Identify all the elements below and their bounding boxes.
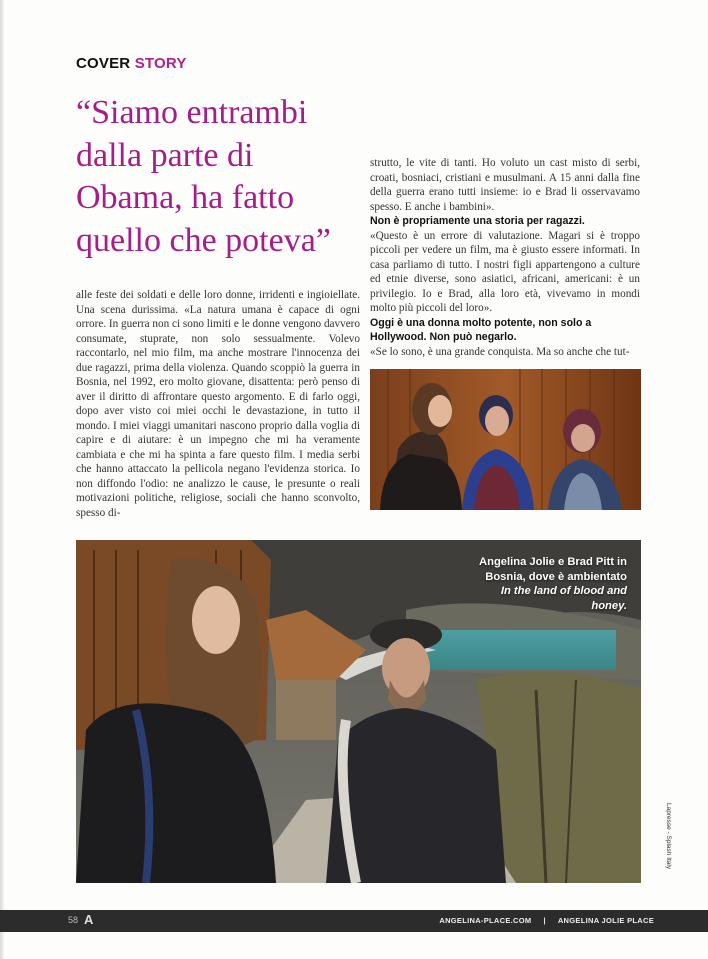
- section-label: [76, 55, 187, 72]
- page-number: 58: [68, 915, 79, 925]
- article-column-left: [76, 288, 360, 520]
- page-edge-shadow: [0, 0, 4, 959]
- photo-credit: Lapresse - Splash Italy: [665, 803, 672, 870]
- left-column-text: alle feste dei soldati e delle loro donne, irridenti e ingioiellate. Una scena durissima. «La natura umana è capace di ogni orrore. In guerra non ci sono limiti e le donne vengono davvero consumate, stuprate, non solo sessualmente. Volevo raccontarlo, nel mio film, ma anche mostrare l'innocenza dei due ragazzi, prima della violenza. Quando scoppiò la guerra in Bosnia, nel 1992, ero molto giovane, disattenta: però penso di aver il diritto di affrontare questo argomento. E di farlo oggi, dopo aver visto coi miei occhi le devastazione, in tutto il mondo. I miei viaggi umanitari nascono proprio dalla voglia di capire e di aiutare: è un impegno che mi ha veramente cambiata e che mi ha spinta a fare questo film. I media serbi che hanno attaccato la pellicola negano l'evidenza storica. Io non diffondo l'odio: ne analizzo le cause, le presunte o reali motivazioni politiche, religiose, sociali che hanno sconvolto, spesso di-: [76, 289, 360, 519]
- article-column-right: [370, 156, 640, 359]
- section-label-cover: COVER: [76, 55, 131, 72]
- footer-site-credit: [433, 916, 660, 925]
- footer-separator: |: [543, 916, 546, 925]
- magazine-logo-icon: A: [84, 912, 94, 927]
- photo-caption-text: Angelina Jolie e Brad Pitt in Bosnia, dove è ambientato: [479, 556, 627, 583]
- section-label-story: STORY: [134, 55, 187, 72]
- footer-bar: [0, 910, 708, 932]
- photo-bosnia-couple: [76, 540, 641, 883]
- right-paragraph-2: «Questo è un errore di valutazione. Magari si è troppo piccoli per vedere un film, ma è giusto essere informati. In casa parliamo di tutto. I nostri figli appartengono a culture ed etnie diverse, sono asiatici, africani, americani: è un privilegio. Io e Brad, alla loro età, vivevamo in mondi molto più piccoli del loro».: [370, 229, 640, 314]
- footer-site-name: ANGELINA JOLIE PLACE: [557, 916, 654, 925]
- photo-interior-visit-image: [370, 369, 641, 510]
- footer-site-url: ANGELINA-PLACE.COM: [439, 916, 532, 925]
- photo-caption: [477, 555, 627, 613]
- photo-interior-visit: [370, 369, 641, 510]
- interview-question-1: Non è propriamente una storia per ragazzi.: [370, 215, 585, 227]
- photo-caption-film-title: In the land of blood and honey.: [500, 585, 627, 612]
- right-paragraph-1: strutto, le vite di tanti. Ho voluto un cast misto di serbi, croati, bosniaci, cristiani e musulmani. A 15 anni dalla fine della guerra erano tutti insieme: io e Brad li osservavamo spesso. E anche i bambini».: [370, 157, 640, 213]
- article-headline: “Siamo entrambi dalla parte di Obama, ha fatto quello che poteva”: [76, 94, 331, 259]
- right-paragraph-3: «Se lo sono, è una grande conquista. Ma so anche che tut-: [370, 345, 630, 358]
- interview-question-2: Oggi è una donna molto potente, non solo a Hollywood. Non può negarlo.: [370, 316, 592, 343]
